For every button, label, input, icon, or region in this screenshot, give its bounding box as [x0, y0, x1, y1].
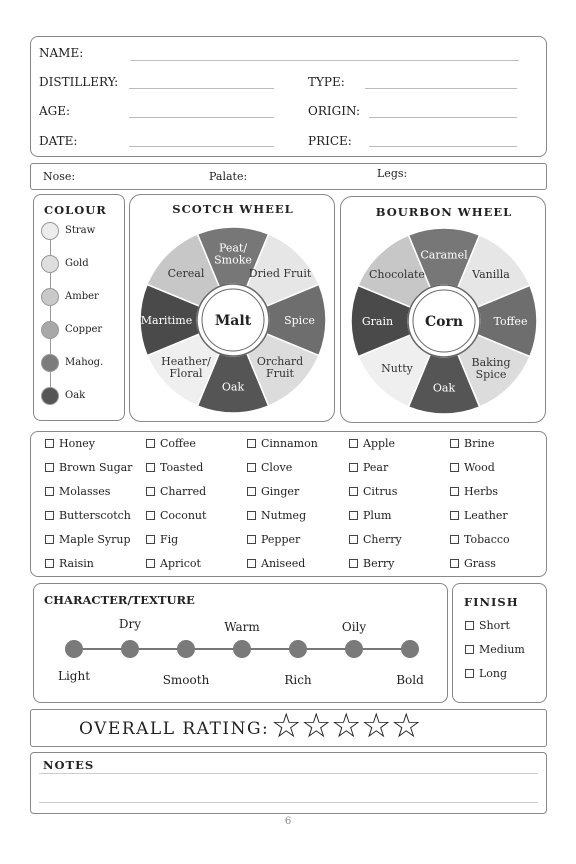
bourbon-segment-label: Grain: [361, 315, 394, 328]
flavour-option-butterscotch[interactable]: [45, 509, 131, 522]
rating-star-icon[interactable]: ☆: [301, 706, 332, 746]
checkbox[interactable]: [146, 559, 155, 568]
colour-swatch-gold[interactable]: [41, 255, 59, 273]
bourbon-segment-label: Caramel: [420, 248, 468, 262]
bourbon-flavour-wheel[interactable]: [341, 218, 547, 424]
checkbox[interactable]: [247, 535, 256, 544]
checkbox[interactable]: [247, 559, 256, 568]
flavour-option-wood[interactable]: [450, 461, 495, 474]
bourbon-wheel-box: [340, 196, 546, 423]
flavour-label: Coconut: [160, 509, 207, 522]
flavour-label: Cinnamon: [261, 437, 318, 450]
date-field[interactable]: [129, 146, 274, 147]
checkbox[interactable]: [450, 535, 459, 544]
flavour-option-herbs[interactable]: [450, 485, 498, 498]
flavour-label: Pepper: [261, 533, 301, 546]
scotch-flavour-wheel[interactable]: [130, 217, 336, 423]
checkbox[interactable]: [45, 439, 54, 448]
flavour-option-grass[interactable]: [450, 557, 496, 570]
colour-swatch-copper[interactable]: [41, 321, 59, 339]
finish-option-short[interactable]: [465, 619, 510, 632]
flavour-label: Apple: [363, 437, 396, 450]
character-label-warm: Warm: [224, 620, 260, 634]
palate-label[interactable]: Palate:: [209, 170, 248, 183]
flavour-label: Clove: [261, 461, 293, 474]
checkbox[interactable]: [465, 645, 474, 654]
age-label: AGE:: [39, 104, 71, 118]
flavour-label: Aniseed: [261, 557, 306, 570]
flavour-option-ginger[interactable]: [247, 485, 299, 498]
character-scale-point[interactable]: [121, 640, 139, 658]
scotch-center-label: Malt: [214, 313, 252, 329]
flavour-option-berry[interactable]: [349, 557, 394, 570]
checkbox[interactable]: [247, 511, 256, 520]
flavour-option-brown-sugar[interactable]: [45, 461, 132, 474]
checkbox[interactable]: [465, 621, 474, 630]
rating-star-icon[interactable]: ☆: [331, 706, 362, 746]
name-label: NAME:: [39, 46, 84, 60]
finish-box: [452, 583, 547, 703]
flavour-label: Pear: [363, 461, 389, 474]
price-label: PRICE:: [308, 134, 352, 148]
character-scale-point[interactable]: [345, 640, 363, 658]
character-scale-point[interactable]: [401, 640, 419, 658]
checkbox[interactable]: [247, 439, 256, 448]
rating-star-icon[interactable]: ☆: [391, 706, 422, 746]
flavour-label: Grass: [464, 557, 496, 570]
date-label: DATE:: [39, 134, 78, 148]
flavour-label: Brown Sugar: [59, 461, 133, 474]
notes-line-2[interactable]: [39, 802, 538, 803]
scotch-segment-label: Heather/ Floral: [161, 355, 211, 381]
colour-label: Gold: [65, 258, 89, 269]
bourbon-segment-label: Nutty: [381, 362, 413, 376]
checkbox[interactable]: [146, 511, 155, 520]
scotch-segment-label: Orchard Fruit: [256, 355, 304, 381]
notes-line-1[interactable]: [39, 773, 538, 774]
bourbon-wheel-title: BOURBON WHEEL: [375, 205, 513, 219]
flavour-label: Apricot: [160, 557, 201, 570]
checkbox[interactable]: [45, 535, 54, 544]
character-scale-point[interactable]: [177, 640, 195, 658]
finish-title: FINISH: [464, 595, 519, 609]
checkbox[interactable]: [450, 463, 459, 472]
flavour-option-nutmeg[interactable]: [247, 509, 306, 522]
flavour-label: Coffee: [160, 437, 196, 450]
scotch-segment-label: Maritime: [140, 314, 193, 327]
overall-rating-box: [30, 706, 547, 747]
flavour-option-maple-syrup[interactable]: [45, 533, 131, 546]
origin-field[interactable]: [369, 117, 517, 118]
character-label-rich: Rich: [284, 673, 312, 687]
character-label-dry: Dry: [118, 617, 142, 631]
bourbon-segment-label: Toffee: [493, 315, 528, 328]
flavour-option-brine[interactable]: [450, 437, 494, 450]
flavour-option-toasted[interactable]: [146, 461, 203, 474]
colour-label: Amber: [65, 291, 99, 302]
flavour-label: Toasted: [160, 461, 204, 474]
age-field[interactable]: [129, 117, 274, 118]
checkbox[interactable]: [450, 487, 459, 496]
finish-option-long[interactable]: [465, 667, 507, 680]
checkbox[interactable]: [349, 559, 358, 568]
character-scale-point[interactable]: [233, 640, 251, 658]
flavour-label: Fig: [160, 533, 179, 546]
flavour-option-tobacco[interactable]: [450, 533, 510, 546]
finish-label: Long: [479, 667, 508, 680]
origin-label: ORIGIN:: [308, 104, 361, 118]
flavour-label: Tobacco: [464, 533, 510, 546]
flavour-label: Berry: [363, 557, 395, 570]
notes-title: NOTES: [43, 758, 95, 772]
flavour-option-pear[interactable]: [349, 461, 388, 474]
rating-star-icon[interactable]: ☆: [271, 706, 302, 746]
flavour-label: Ginger: [261, 485, 300, 498]
character-scale-point[interactable]: [65, 640, 83, 658]
flavour-option-charred[interactable]: [146, 485, 206, 498]
price-field[interactable]: [369, 146, 517, 147]
colour-label: Copper: [65, 324, 103, 335]
flavour-label: Honey: [59, 437, 96, 450]
checkbox[interactable]: [146, 535, 155, 544]
overall-rating-label: OVERALL RATING:: [79, 719, 270, 739]
flavour-option-pepper[interactable]: [247, 533, 300, 546]
checkbox[interactable]: [349, 487, 358, 496]
name-field[interactable]: [131, 60, 519, 61]
character-title: CHARACTER/TEXTURE: [44, 593, 195, 607]
finish-label: Short: [479, 619, 510, 632]
colour-box: [33, 194, 125, 421]
flavour-option-coconut[interactable]: [146, 509, 206, 522]
checkbox[interactable]: [349, 439, 358, 448]
checkbox[interactable]: [450, 511, 459, 520]
flavour-label: Maple Syrup: [59, 533, 131, 546]
nose-label[interactable]: Nose:: [43, 170, 76, 183]
flavour-label: Brine: [464, 437, 495, 450]
flavour-option-cherry[interactable]: [349, 533, 402, 546]
checkbox[interactable]: [450, 559, 459, 568]
colour-title: COLOUR: [44, 203, 107, 217]
scotch-segment-label: Dried Fruit: [248, 266, 312, 280]
checkbox[interactable]: [146, 439, 155, 448]
checkbox[interactable]: [349, 463, 358, 472]
flavour-option-leather[interactable]: [450, 509, 508, 522]
checkbox[interactable]: [247, 463, 256, 472]
colour-swatch-mahog[interactable]: [41, 354, 59, 372]
colour-swatch-oak[interactable]: [41, 387, 59, 405]
scotch-segment-label: Oak: [221, 380, 245, 394]
flavour-option-raisin[interactable]: [45, 557, 94, 570]
colour-label: Straw: [65, 225, 96, 236]
flavour-option-fig[interactable]: [146, 533, 178, 546]
flavour-label: Molasses: [59, 485, 111, 498]
flavour-label: Cherry: [363, 533, 402, 546]
colour-label: Mahog.: [65, 357, 104, 368]
flavour-option-coffee[interactable]: [146, 437, 196, 450]
bourbon-segment-label: Chocolate: [369, 267, 425, 281]
flavour-option-cinnamon[interactable]: [247, 437, 318, 450]
character-texture-box: [33, 583, 448, 703]
scotch-wheel-title: SCOTCH WHEEL: [172, 202, 294, 216]
character-label-light: Light: [57, 669, 91, 683]
checkbox[interactable]: [146, 463, 155, 472]
bourbon-segment-label: Vanilla: [472, 267, 510, 281]
colour-label: Oak: [65, 390, 86, 401]
header-box: [30, 36, 547, 157]
bourbon-segment-label: Oak: [432, 381, 456, 395]
flavour-label: Wood: [464, 461, 495, 474]
checkbox[interactable]: [45, 559, 54, 568]
colour-swatch-straw[interactable]: [41, 222, 59, 240]
checkbox[interactable]: [45, 487, 54, 496]
flavour-label: Plum: [363, 509, 392, 522]
flavour-option-citrus[interactable]: [349, 485, 397, 498]
flavour-option-apple[interactable]: [349, 437, 395, 450]
scotch-segment-label: Peat/ Smoke: [214, 241, 252, 267]
character-label-oily: Oily: [341, 620, 367, 634]
scotch-wheel-box: [129, 194, 335, 422]
checkbox[interactable]: [349, 511, 358, 520]
flavour-label: Charred: [160, 485, 207, 498]
character-label-smooth: Smooth: [162, 673, 210, 687]
flavour-option-apricot[interactable]: [146, 557, 201, 570]
flavour-label: Butterscotch: [59, 509, 131, 522]
legs-label[interactable]: Legs:: [377, 167, 408, 180]
finish-label: Medium: [479, 643, 525, 656]
flavour-label: Nutmeg: [261, 509, 307, 522]
flavour-label: Raisin: [59, 557, 94, 570]
scotch-segment-label: Cereal: [167, 266, 205, 280]
flavour-option-aniseed[interactable]: [247, 557, 305, 570]
flavour-label: Citrus: [363, 485, 398, 498]
flavour-label: Leather: [464, 509, 508, 522]
scotch-segment-label: Spice: [284, 314, 315, 327]
flavour-option-plum[interactable]: [349, 509, 391, 522]
flavour-checklist-box: [30, 431, 547, 577]
flavour-option-clove[interactable]: [247, 461, 292, 474]
flavour-label: Herbs: [464, 485, 499, 498]
bourbon-center-label: Corn: [424, 314, 464, 330]
notes-box: [30, 752, 547, 814]
type-label: TYPE:: [308, 75, 345, 89]
nose-palate-legs-box: [30, 163, 547, 190]
page-number: 6: [284, 816, 292, 827]
bourbon-segment-label: Baking Spice: [471, 356, 511, 382]
flavour-option-molasses[interactable]: [45, 485, 110, 498]
checkbox[interactable]: [450, 439, 459, 448]
distillery-field[interactable]: [129, 88, 274, 89]
type-field[interactable]: [365, 88, 517, 89]
distillery-label: DISTILLERY:: [39, 75, 119, 89]
character-label-bold: Bold: [396, 673, 424, 687]
checkbox[interactable]: [349, 535, 358, 544]
checkbox[interactable]: [45, 463, 54, 472]
checkbox[interactable]: [146, 487, 155, 496]
checkbox[interactable]: [247, 487, 256, 496]
checkbox[interactable]: [45, 511, 54, 520]
flavour-option-honey[interactable]: [45, 437, 95, 450]
checkbox[interactable]: [465, 669, 474, 678]
finish-option-medium[interactable]: [465, 643, 525, 656]
colour-swatch-amber[interactable]: [41, 288, 59, 306]
character-scale-point[interactable]: [289, 640, 307, 658]
rating-star-icon[interactable]: ☆: [361, 706, 392, 746]
